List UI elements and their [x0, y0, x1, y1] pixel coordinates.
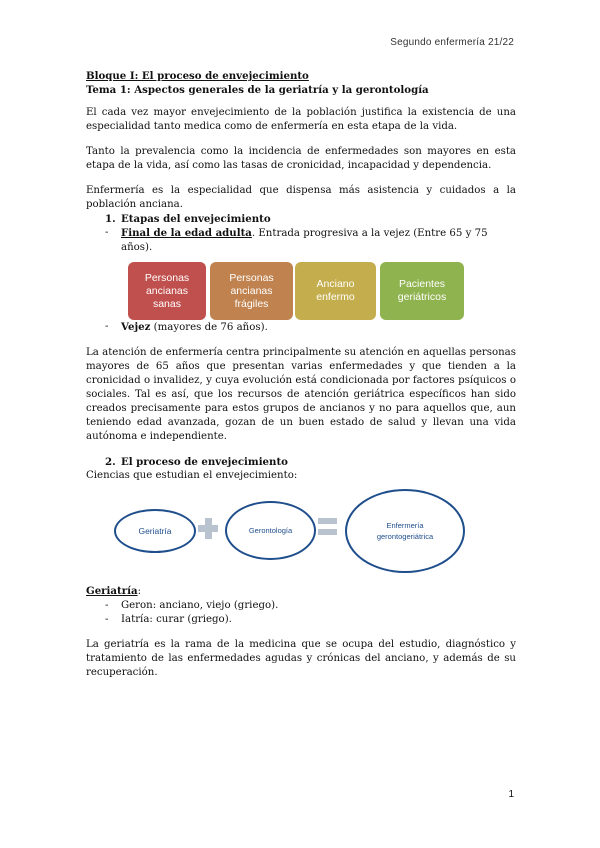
page-header: Segundo enfermería 21/22 [390, 37, 514, 48]
topic-title: Tema 1: Aspectos generales de la geriatría y la gerontología [86, 84, 429, 96]
section-2-heading [86, 455, 516, 469]
geriatria-item-2: - Iatría: curar (griego). [105, 614, 232, 625]
block-title: Bloque I: El proceso de envejecimiento [86, 70, 309, 82]
stage-box-3: Anciano enfermo [295, 262, 376, 320]
section-1-number: 1. [105, 213, 116, 225]
paragraph-2: Tanto la prevalencia como la incidencia de enfermedades son mayores en esta etapa de la vida, así como las tasas de cronicidad, incapacidad y dependencia. [86, 146, 516, 171]
section-2-intro: Ciencias que estudian el envejecimiento: [86, 470, 298, 481]
stage-box-4: Pacientes geriátricos [380, 262, 464, 320]
stage-item-adult-term: Final de la edad adulta [121, 227, 252, 239]
stage-item-adult: - Final de la edad adulta. Entrada progresiva a la vejez (Entre 65 y 75 años). [105, 227, 488, 253]
stage-item-old-age: - Vejez (mayores de 76 años). [105, 321, 268, 333]
section-1-heading [86, 212, 516, 226]
stage-box-1: Personas ancianas sanas [128, 262, 206, 320]
paragraph-4: La atención de enfermería centra principalmente su atención en aquellas personas mayores de 65 años que presentan varias enfermedades y que tienden a la cronicidad o invalidez, y cuya evolución está condicionada por factores psíquicos o sociales. Tal es así, que los recursos de atención geriátrica específicos han sido creados precisamente para estos grupos de ancianos y no para aquellos que, aun teniendo edad avanzada, gozan de un buen estado de salud y llevan una vida autónoma e independiente. [86, 347, 516, 442]
plus-icon-vertical [205, 518, 212, 539]
oval-gerontologia: Gerontología [225, 501, 316, 560]
stage-item-old-age-desc: (mayores de 76 años). [150, 322, 268, 333]
equals-icon [318, 518, 337, 524]
equals-icon-lower [318, 529, 337, 535]
geriatria-heading: Geriatría: [86, 585, 142, 597]
oval-geriatria: Geriatría [114, 509, 196, 553]
sciences-diagram [86, 489, 516, 575]
paragraph-3: Enfermería es la especialidad que dispensa más asistencia y cuidados a la población anciana. [86, 185, 516, 210]
section-1-title: Etapas del envejecimiento [121, 213, 271, 225]
stage-item-adult-desc: . Entrada progresiva a la vejez (Entre 65 y 75 años). [121, 228, 488, 253]
document-body [86, 69, 516, 680]
page-number: 1 [508, 789, 514, 800]
section-2-title: El proceso de envejecimiento [121, 456, 288, 468]
stage-box-2: Personas ancianas frágiles [210, 262, 293, 320]
paragraph-5: La geriatría es la rama de la medicina que se ocupa del estudio, diagnóstico y tratamiento de las enfermedades agudas y crónicas del anciano, y además de su recuperación. [86, 639, 516, 678]
section-2-number: 2. [105, 456, 116, 468]
geriatria-item-1: - Geron: anciano, viejo (griego). [105, 600, 279, 611]
paragraph-1: El cada vez mayor envejecimiento de la población justifica la existencia de una especialidad tanto medica como de enfermería en esta etapa de la vida. [86, 107, 516, 132]
oval-enfermeria: Enfermería gerontogeriátrica [345, 489, 465, 573]
stage-item-old-age-term: Vejez [121, 321, 151, 333]
